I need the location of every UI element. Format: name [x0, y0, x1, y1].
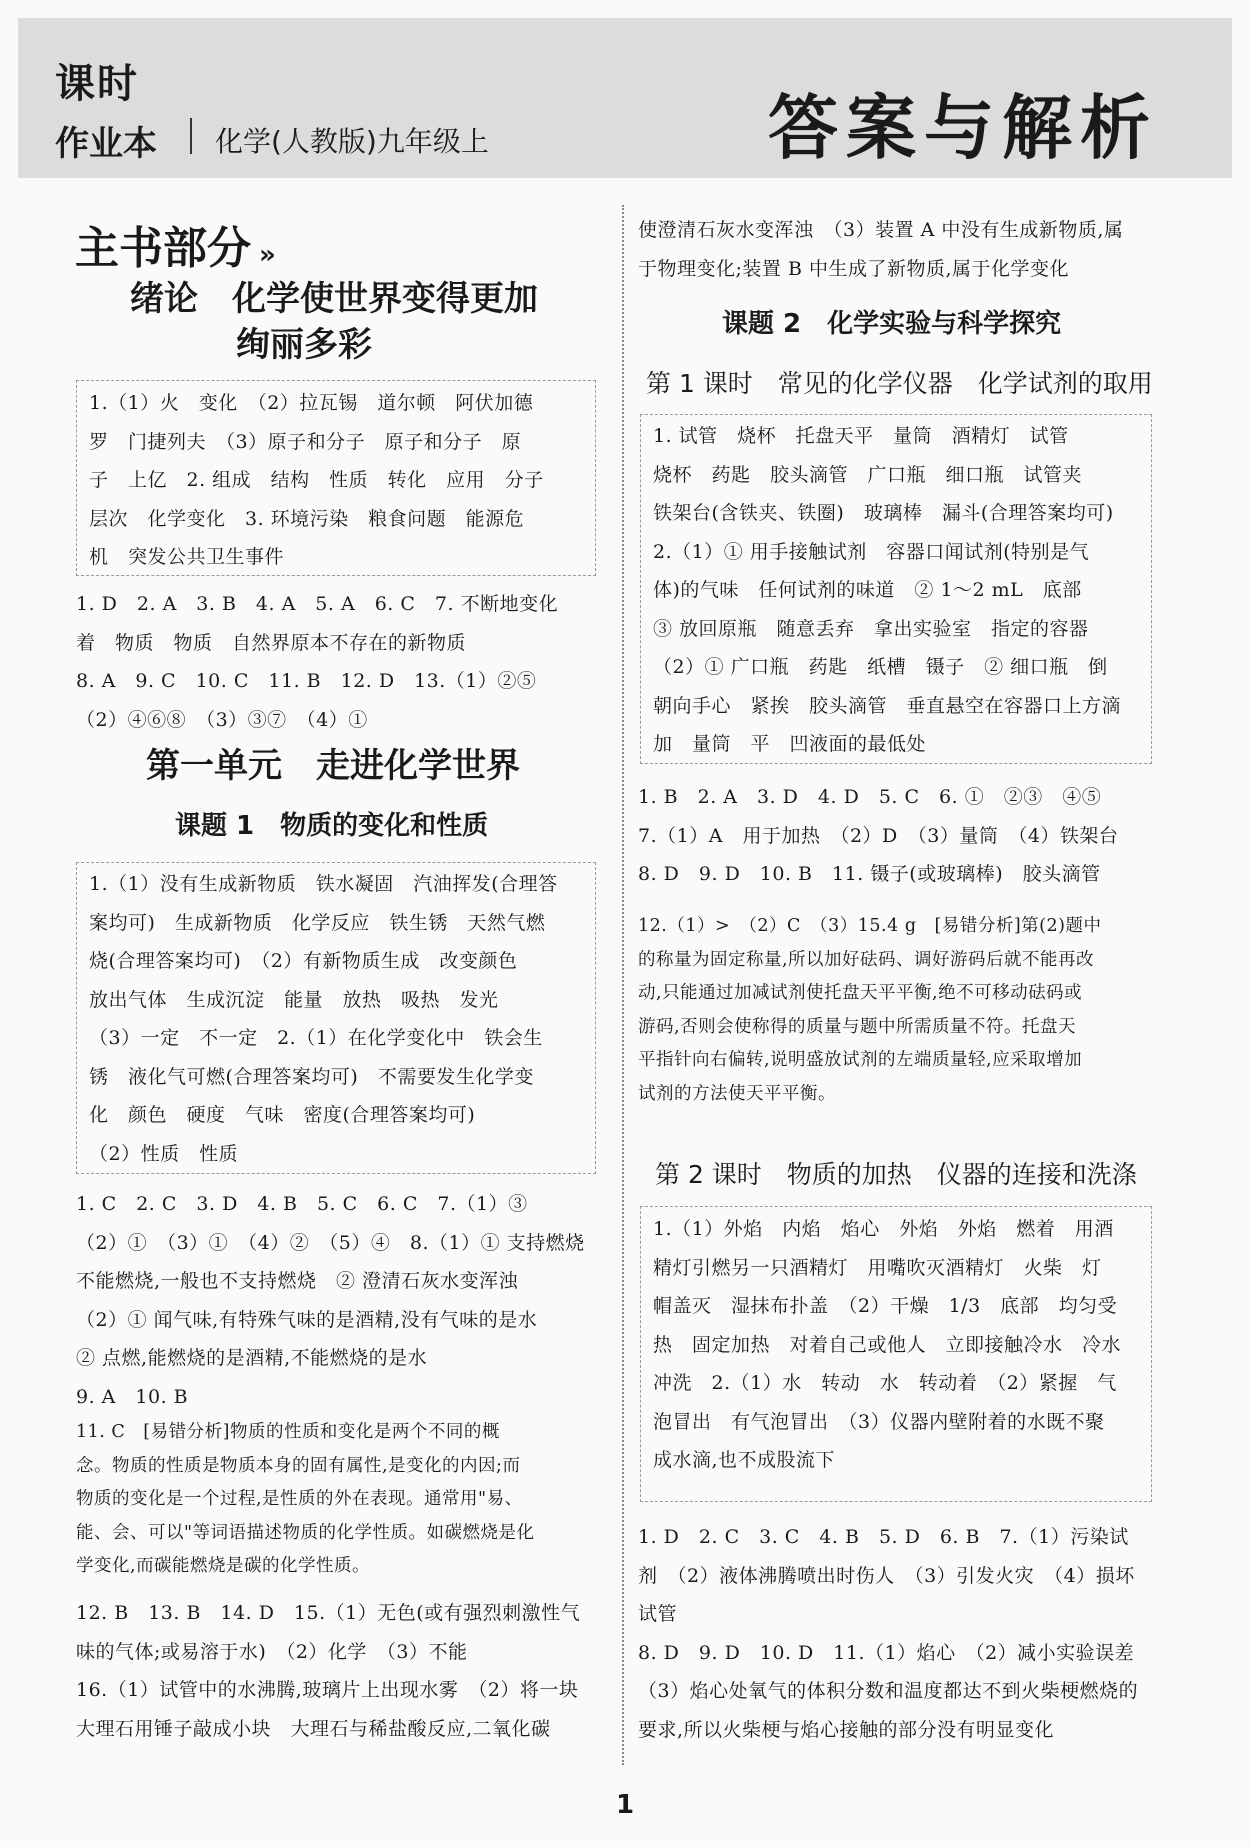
lesson2-heading: 课题 2 化学实验与科学探究 — [722, 309, 1062, 339]
answer-line: 着 物质 物质 自然界原本不存在的新物质 — [76, 631, 467, 654]
answer-line: 1. B 2. A 3. D 4. D 5. C 6. ① ②③ ④⑤ — [638, 786, 1102, 808]
period2-answers — [638, 1518, 1138, 1749]
period1-answers — [638, 778, 1118, 894]
section-title-text: 主书部分 — [75, 223, 251, 274]
answer-line: 剂 （2）液体沸腾喷出时伤人 （3）引发火灾 （4）损坏 — [638, 1564, 1135, 1587]
lesson1-heading: 课题 1 物质的变化和性质 — [175, 811, 489, 841]
period2-heading: 第 2 课时 物质的加热 仪器的连接和洗涤 — [655, 1160, 1137, 1189]
brand-separator — [190, 118, 192, 154]
analysis-line: 动,只能通过加减试剂使托盘天平平衡,绝不可移动砝码或 — [638, 983, 1083, 1003]
answer-line: 12. B 13. B 14. D 15.（1）无色(或有强烈刺激性气 — [76, 1602, 581, 1624]
answer-line: 要求,所以火柴梗与焰心接触的部分没有明显变化 — [638, 1718, 1055, 1741]
answer-line: 8. A 9. C 10. C 11. B 12. D 13.（1）②⑤ — [76, 670, 537, 692]
box-line: （3）一定 不一定 2.（1）在化学变化中 铁会生 — [89, 1027, 543, 1049]
analysis-line: 11. C [易错分析]物质的性质和变化是两个不同的概 — [76, 1422, 500, 1442]
box-line: 泡冒出 有气泡冒出 （3）仪器内壁附着的水既不聚 — [653, 1410, 1105, 1433]
analysis-line: 能、会、可以"等词语描述物质的化学性质。如碳燃烧是化 — [76, 1522, 535, 1543]
box-line: 1.（1）没有生成新物质 铁水凝固 汽油挥发(合理答 — [89, 873, 558, 895]
intro-answers — [76, 585, 558, 739]
answer-line: 1. D 2. A 3. B 4. A 5. A 6. C 7. 不断地变化 — [76, 593, 559, 615]
box-line: 化 颜色 硬度 气味 密度(合理答案均可) — [89, 1104, 476, 1126]
answer-line: 9. A 10. B — [76, 1385, 189, 1408]
answer-line: （3）焰心处氧气的体积分数和温度都达不到火柴梗燃烧的 — [638, 1680, 1139, 1702]
answer-line: 大理石用锤子敲成小块 大理石与稀盐酸反应,二氧化碳 — [76, 1717, 551, 1740]
subject-label: 化学(人教版)九年级上 — [215, 125, 489, 158]
analysis-line: 平指针向右偏转,说明盛放试剂的左端质量轻,应采取增加 — [638, 1050, 1083, 1070]
double-chevron-icon: » — [259, 240, 276, 270]
answer-line: 8. D 9. D 10. D 11.（1）焰心 （2）减小实验误差 — [638, 1641, 1135, 1664]
page-number: 1 — [615, 1790, 635, 1820]
box-line: 案均可) 生成新物质 化学反应 铁生锈 天然气燃 — [89, 911, 546, 934]
period1-answer-box — [640, 414, 1152, 764]
answer-line: （2）① 闻气味,有特殊气味的是酒精,没有气味的是水 — [76, 1308, 538, 1331]
box-line: 铁架台(含铁夹、铁圈) 玻璃棒 漏斗(合理答案均可) — [653, 502, 1114, 524]
intro-heading-line1: 绪论 化学使世界变得更加 — [130, 279, 538, 319]
answer-line: 1. D 2. C 3. C 4. B 5. D 6. B 7.（1）污染试 — [638, 1526, 1129, 1548]
box-line: 加 量筒 平 凹液面的最低处 — [653, 733, 927, 755]
answer-line: ② 点燃,能燃烧的是酒精,不能燃烧的是水 — [76, 1347, 428, 1369]
period2-answer-box — [640, 1206, 1152, 1502]
answer-line: （2）① （3）① （4）② （5）④ 8.（1）① 支持燃烧 — [76, 1231, 585, 1254]
page-title: 答案与解析 — [768, 87, 1158, 169]
box-line: 1.（1）外焰 内焰 焰心 外焰 外焰 燃着 用酒 — [653, 1218, 1114, 1240]
box-line: 锈 液化气可燃(合理答案均可) 不需要发生化学变 — [89, 1065, 534, 1088]
column-divider — [622, 205, 624, 1765]
answer-line: 不能燃烧,一般也不支持燃烧 ② 澄清石灰水变浑浊 — [76, 1270, 519, 1292]
box-line: 子 上亿 2. 组成 结构 性质 转化 应用 分子 — [89, 469, 544, 491]
box-line: 机 突发公共卫生事件 — [89, 546, 285, 568]
period1-heading: 第 1 课时 常见的化学仪器 化学试剂的取用 — [646, 369, 1153, 398]
box-line: 放出气体 生成沉淀 能量 放热 吸热 发光 — [89, 988, 499, 1011]
intro-answer-box — [76, 380, 596, 576]
brand-logo-top: 课时 — [55, 61, 139, 107]
analysis-line: 游码,否则会使称得的质量与题中所需质量不符。托盘天 — [638, 1016, 1077, 1037]
analysis-line: 学变化,而碳能燃烧是碳的化学性质。 — [76, 1556, 371, 1576]
box-line: 冲洗 2.（1）水 转动 水 转动着 （2）紧握 气 — [653, 1372, 1117, 1394]
brand-logo-bottom: 作业本 — [55, 124, 157, 164]
unit1-heading: 第一单元 走进化学世界 — [146, 746, 520, 786]
lesson1-answer-box — [76, 862, 596, 1174]
answer-line: 于物理变化;装置 B 中生成了新物质,属于化学变化 — [638, 257, 1069, 280]
answer-line: 味的气体;或易溶于水) （2）化学 （3）不能 — [76, 1640, 468, 1663]
analysis-line: 试剂的方法使天平平衡。 — [638, 1083, 836, 1104]
answer-line: 8. D 9. D 10. B 11. 镊子(或玻璃棒) 胶头滴管 — [638, 863, 1101, 885]
lesson1-analysis — [76, 1416, 535, 1584]
box-line: 烧(合理答案均可) （2）有新物质生成 改变颜色 — [89, 950, 518, 972]
continued-answer — [638, 211, 1123, 288]
box-line: 烧杯 药匙 胶头滴管 广口瓶 细口瓶 试管夹 — [653, 463, 1083, 486]
period1-analysis — [638, 910, 1101, 1111]
answer-line: 16.（1）试管中的水沸腾,玻璃片上出现水雾 （2）将一块 — [76, 1679, 579, 1701]
answer-line: 试管 — [638, 1603, 678, 1625]
box-line: 朝向手心 紧挨 胶头滴管 垂直悬空在容器口上方滴 — [653, 694, 1122, 717]
intro-heading-line2: 绚丽多彩 — [236, 325, 372, 365]
lesson1-answers — [76, 1185, 585, 1416]
box-line: 1. 试管 烧杯 托盘天平 量筒 酒精灯 试管 — [653, 425, 1069, 447]
section-title — [75, 212, 276, 276]
answer-line: （2）④⑥⑧ （3）③⑦ （4）① — [76, 708, 368, 731]
answer-line: 1. C 2. C 3. D 4. B 5. C 6. C 7.（1）③ — [76, 1193, 528, 1215]
box-line: 罗 门捷列夫 （3）原子和分子 原子和分子 原 — [89, 430, 522, 453]
box-line: 精灯引燃另一只酒精灯 用嘴吹灭酒精灯 火柴 灯 — [653, 1256, 1102, 1279]
analysis-line: 念。物质的性质是物质本身的固有属性,是变化的内因;而 — [76, 1455, 521, 1476]
lesson1-tail-answers — [76, 1594, 580, 1748]
box-line: ③ 放回原瓶 随意丢弃 拿出实验室 指定的容器 — [653, 617, 1089, 640]
analysis-line: 的称量为固定称量,所以加好砝码、调好游码后就不能再改 — [638, 949, 1095, 970]
answer-line: 7.（1）A 用于加热 （2）D （3）量筒 （4）铁架台 — [638, 824, 1119, 847]
box-line: 层次 化学变化 3. 环境污染 粮食问题 能源危 — [89, 507, 525, 530]
box-line: （2）性质 性质 — [89, 1142, 239, 1165]
box-line: 体)的气味 任何试剂的味道 ② 1～2 mL 底部 — [653, 579, 1082, 601]
box-line: 帽盖灭 湿抹布扑盖 （2）干燥 1/3 底部 均匀受 — [653, 1295, 1118, 1317]
answer-line: 使澄清石灰水变浑浊 （3）装置 A 中没有生成新物质,属 — [638, 219, 1124, 241]
box-line: 成水滴,也不成股流下 — [653, 1449, 836, 1471]
analysis-line: 物质的变化是一个过程,是性质的外在表现。通常用"易、 — [76, 1489, 523, 1509]
box-line: （2）① 广口瓶 药匙 纸槽 镊子 ② 细口瓶 倒 — [653, 656, 1108, 678]
box-line: 热 固定加热 对着自己或他人 立即接触冷水 冷水 — [653, 1333, 1122, 1356]
analysis-line: 12.（1）> （2）C （3）15.4 g [易错分析]第(2)题中 — [638, 916, 1102, 936]
box-line: 1.（1）火 变化 （2）拉瓦锡 道尔顿 阿伏加德 — [89, 392, 534, 414]
box-line: 2.（1）① 用手接触试剂 容器口闻试剂(特别是气 — [653, 540, 1090, 563]
